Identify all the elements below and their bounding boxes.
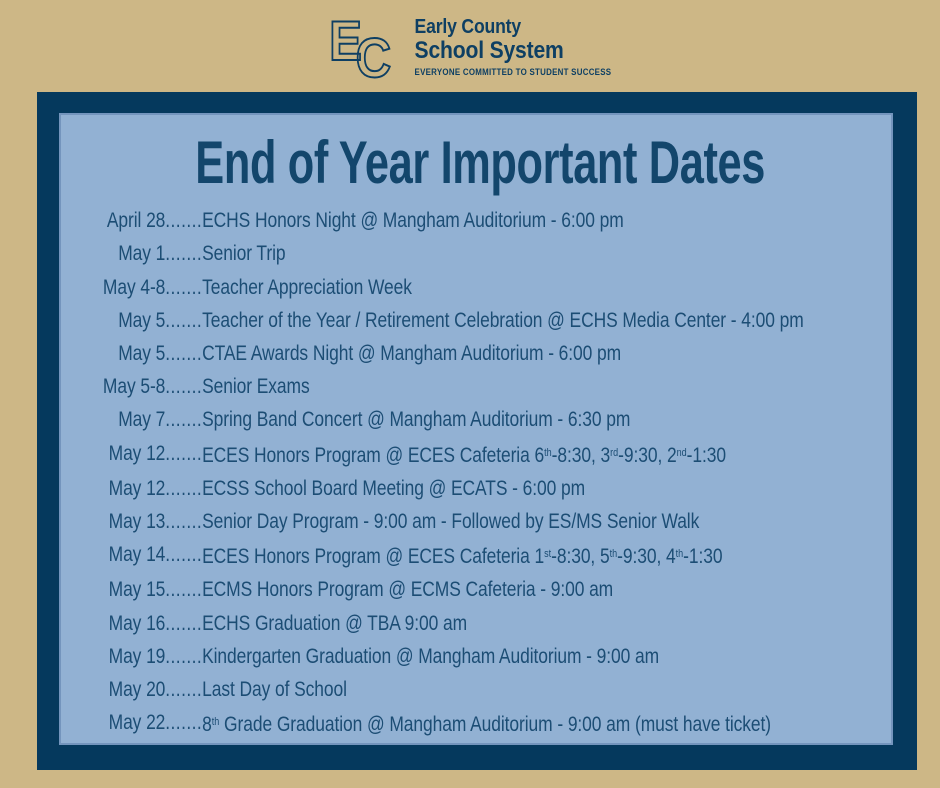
- leader-dots: .......: [165, 476, 203, 500]
- event-description: Spring Band Concert @ Mangham Auditorium - 6:30 pm: [202, 408, 631, 432]
- leader-dots: .......: [165, 678, 203, 702]
- leader-dots: .......: [165, 711, 203, 735]
- ec-monogram-logo: [328, 11, 411, 83]
- event-description: ECHS Honors Night @ Mangham Auditorium - 6:00 pm: [202, 209, 624, 233]
- brand-header: [0, 0, 940, 92]
- event-row: [61, 271, 893, 304]
- leader-dots: .......: [165, 209, 203, 233]
- event-date: May 4-8.......: [102, 275, 203, 299]
- leader-dots: .......: [165, 342, 203, 365]
- brand-name-line1: Early County: [414, 16, 522, 39]
- leader-dots: .......: [165, 275, 203, 299]
- event-description: ECES Honors Program @ ECES Cafeteria 1st-8:30, 5th-9:30, 4th-1:30: [202, 545, 723, 569]
- event-description: Teacher Appreciation Week: [202, 275, 412, 299]
- brand-lockup: [328, 11, 611, 83]
- navy-frame: [37, 92, 917, 770]
- event-row: [61, 573, 893, 606]
- event-description: ECES Honors Program @ ECES Cafeteria 6th-8:30, 3rd-9:30, 2nd-1:30: [202, 443, 726, 467]
- leader-dots: .......: [165, 242, 203, 266]
- leader-dots: .......: [165, 644, 203, 668]
- event-row: [61, 472, 893, 505]
- event-date: May 12.......: [108, 476, 203, 500]
- brand-name-line2: School System: [414, 37, 564, 65]
- content-panel: [59, 113, 893, 745]
- event-date: May 14.......: [108, 543, 203, 567]
- event-description: ECHS Graduation @ TBA 9:00 am: [202, 611, 468, 635]
- leader-dots: .......: [165, 510, 203, 534]
- event-description: Teacher of the Year / Retirement Celebration @ ECHS Media Center - 4:00 pm: [202, 308, 804, 332]
- event-row: [61, 505, 893, 538]
- event-description: ECSS School Board Meeting @ ECATS - 6:00 pm: [202, 476, 586, 500]
- event-description: Senior Exams: [202, 375, 310, 399]
- event-description: Senior Trip: [202, 242, 286, 266]
- event-row: [61, 237, 893, 270]
- event-date: May 15.......: [108, 578, 203, 602]
- event-row: [61, 204, 893, 237]
- event-date: May 5-8.......: [102, 375, 203, 399]
- event-row: [61, 337, 893, 370]
- event-row: [61, 640, 893, 673]
- event-description: 8th Grade Graduation @ Mangham Auditorium - 9:00 am (must have ticket): [202, 713, 772, 737]
- event-date: May 22.......: [108, 711, 203, 735]
- event-date: April 28.......: [106, 209, 203, 233]
- event-date: May 13.......: [108, 510, 203, 534]
- event-date: May 16.......: [108, 611, 203, 635]
- event-row: [61, 673, 893, 706]
- poster-title: End of Year Important Dates: [195, 129, 765, 196]
- leader-dots: .......: [165, 611, 203, 635]
- leader-dots: .......: [165, 408, 203, 432]
- leader-dots: .......: [165, 308, 203, 332]
- leader-dots: .......: [165, 441, 203, 465]
- event-date: May 5.......: [118, 308, 203, 332]
- event-date: May 5.......: [118, 342, 203, 365]
- event-row: [61, 370, 893, 403]
- event-date: May 7.......: [118, 408, 203, 432]
- svg-text:E: E: [329, 11, 363, 73]
- event-description: ECMS Honors Program @ ECMS Cafeteria - 9:00 am: [202, 578, 614, 602]
- event-description: CTAE Awards Night @ Mangham Auditorium - 6:00 pm: [202, 342, 622, 365]
- brand-tagline: EVERYONE COMMITTED TO STUDENT SUCCESS: [414, 66, 612, 77]
- panel-content: [61, 129, 893, 741]
- event-description: Senior Day Program - 9:00 am - Followed by ES/MS Senior Walk: [202, 510, 700, 534]
- event-date: May 12.......: [108, 441, 203, 465]
- event-row: [61, 403, 893, 436]
- leader-dots: .......: [165, 375, 203, 399]
- event-description: Last Day of School: [202, 678, 347, 702]
- event-row: [61, 437, 893, 472]
- event-date: May 19.......: [108, 644, 203, 668]
- event-row: [61, 706, 893, 741]
- events-list: [61, 204, 893, 741]
- event-date: May 20.......: [108, 678, 203, 702]
- event-row: [61, 304, 893, 337]
- event-date: May 1.......: [118, 242, 203, 266]
- leader-dots: .......: [165, 543, 203, 567]
- brand-text: [415, 17, 612, 76]
- event-row: [61, 538, 893, 573]
- event-row: [61, 607, 893, 640]
- leader-dots: .......: [165, 578, 203, 602]
- event-description: Kindergarten Graduation @ Mangham Auditorium - 9:00 am: [202, 644, 660, 668]
- svg-text:C: C: [355, 27, 392, 83]
